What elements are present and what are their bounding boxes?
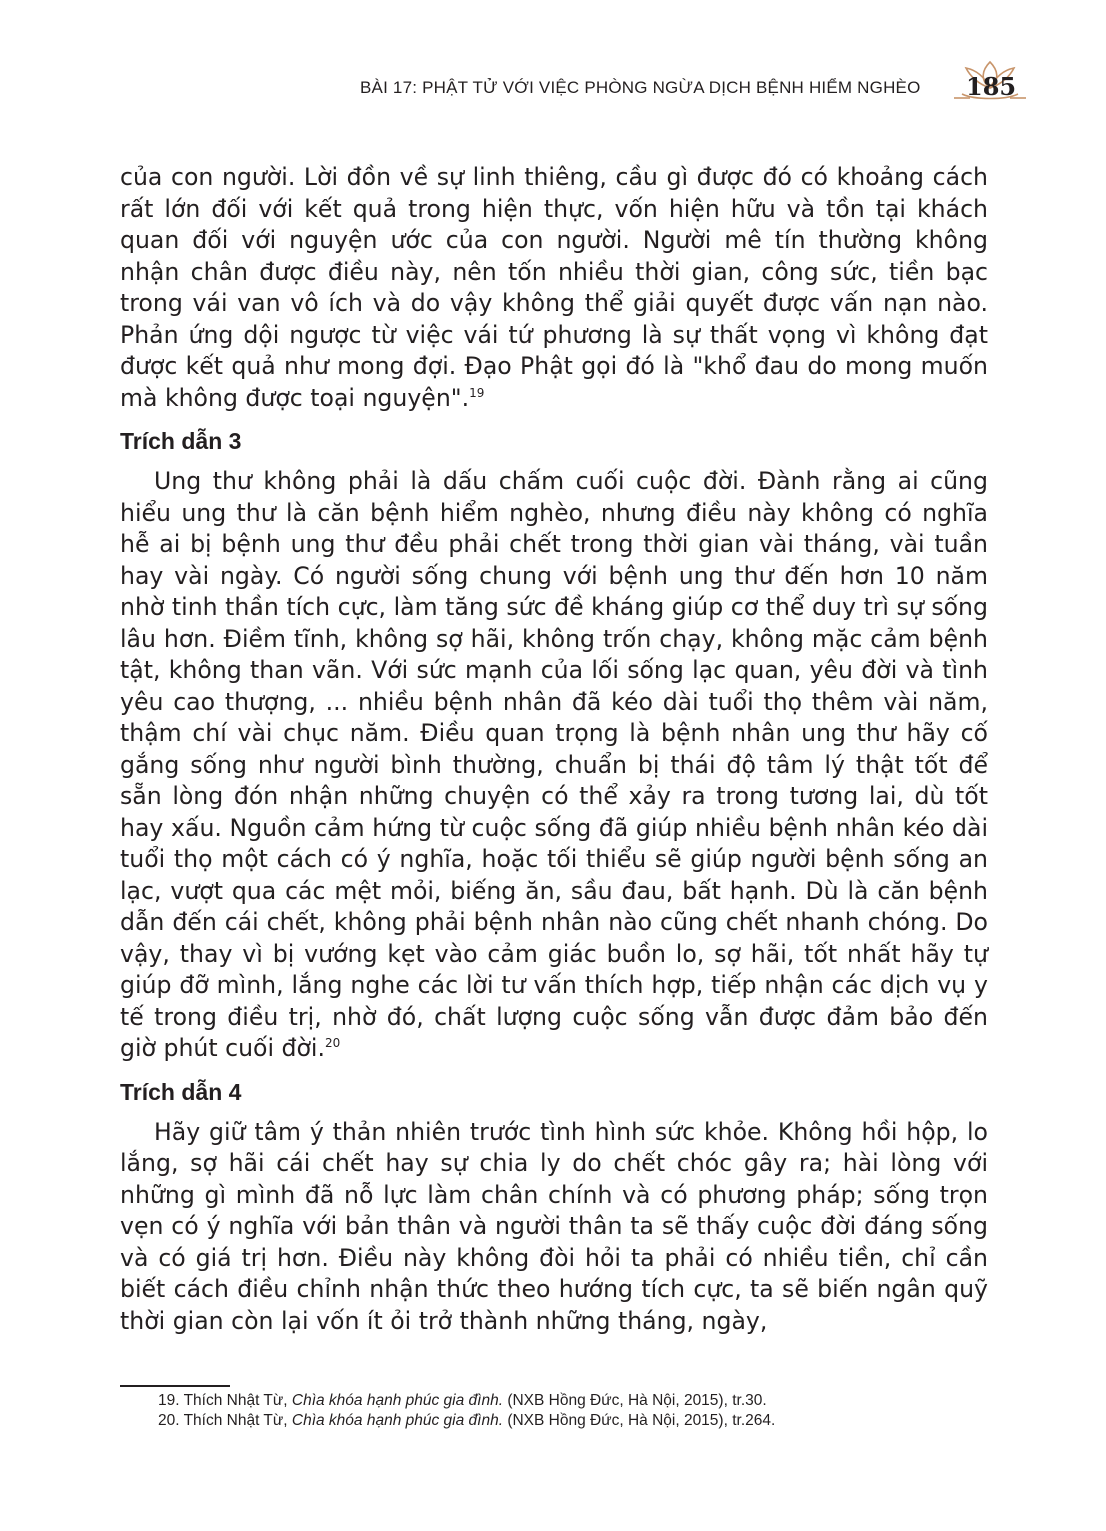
section-heading-3: Trích dẫn 3 [120,428,242,454]
footnote-item: 19. Thích Nhật Từ, Chìa khóa hạnh phúc gia đình. (NXB Hồng Đức, Hà Nội, 2015), tr.30. [158,1392,767,1409]
page-number: 185 [966,72,1017,101]
quote-4-paragraph: Hãy giữ tâm ý thản nhiên trước tình hình sức khỏe. Không hồi hộp, lo lắng, sợ hãi cái chết hay sự chia ly do chết chóc gây ra; hài lòng với những gì mình đã nỗ lực làm chân chính và có phương pháp; sống trọn vẹn có ý nghĩa với bản thân và người thân ta sẽ thấy cuộc đời đáng sống và có giá trị hơn. Điều này không đòi hỏi ta phải có nhiều tiền, chỉ cần biết cách điều chỉnh nhận thức theo hướng tích cực, ta sẽ biến ngân quỹ thời gian còn lại vốn ít ỏi trở thành những tháng, ngày, [120,1117,988,1335]
intro-paragraph: của con người. Lời đồn về sự linh thiêng, cầu gì được đó có khoảng cách rất lớn đối với kết quả trong hiện thực, vốn hiện hữu và tồn tại khách quan đối với nguyện ước của con người. Người mê tín thường không nhận chân được điều này, nên tốn nhiều thời gian, công sức, tiền bạc trong vái van vô ích và do vậy không thể giải quyết được vấn nạn nào. Phản ứng dội ngược từ việc vái tứ phương là sự thất vọng vì không đạt được kết quả như mong đợi. Đạo Phật gọi đó là "khổ đau do mong muốn mà không được toại nguyện".$^{19}$ [120,163,988,412]
footnotes [120,1385,988,1431]
footnote-item: 20. Thích Nhật Từ, Chìa khóa hạnh phúc gia đình. (NXB Hồng Đức, Hà Nội, 2015), tr.264. [158,1412,776,1429]
quote-3-paragraph: Ung thư không phải là dấu chấm cuối cuộc đời. Đành rằng ai cũng hiểu ung thư là căn bệnh hiểm nghèo, nhưng điều này không có nghĩa hễ ai bị bệnh ung thư đều phải chết trong thời gian vài tháng, vài tuần hay vài ngày. Có người sống chung với bệnh ung thư đến hơn 10 năm nhờ tinh thần tích cực, làm tăng sức đề kháng giúp cơ thể duy trì sự sống lâu hơn. Điềm tĩnh, không sợ hãi, không trốn chạy, không mặc cảm bệnh tật, không than vãn. Với sức mạnh của lối sống lạc quan, yêu đời và tình yêu cao thượng, ... nhiều bệnh nhân đã kéo dài tuổi thọ thêm vài năm, thậm chí vài chục năm. Điều quan trọng là bệnh nhân ung thư hãy cố gắng sống như người bình thường, chuẩn bị thái độ tâm lý thật tốt để sẵn lòng đón nhận những chuyện có thể xảy ra trong tương lai, dù tốt hay xấu. Nguồn cảm hứng từ cuộc sống đã giúp nhiều bệnh nhân kéo dài tuổi thọ một cách có ý nghĩa, hoặc tối thiểu sẽ giúp người bệnh sống an lạc, vượt qua các mệt mỏi, biếng ăn, sầu đau, bất hạnh. Dù là căn bệnh dẫn đến cái chết, không phải bệnh nhân nào cũng chết nhanh chóng. Do vậy, thay vì bị vướng kẹt vào cảm giác buồn lo, sợ hãi, tốt nhất hãy tự giúp đỡ mình, lắng nghe các lời tư vấn thích hợp, tiếp nhận các dịch vụ y tế trong điều trị, nhờ đó, chất lượng cuộc sống vẫn được đảm bảo đến giờ phút cuối đời.$^{20}$ [120,467,988,1062]
chapter-title: BÀI 17: PHẬT TỬ VỚI VIỆC PHÒNG NGỪA DỊCH BỆNH HIỂM NGHÈO [360,78,921,97]
footnote-ref[interactable]: 19 [469,385,485,400]
running-header [360,72,1040,116]
footnote-divider [120,1385,230,1387]
footnote-ref[interactable]: 20 [324,1036,341,1051]
section-heading-4: Trích dẫn 4 [120,1078,242,1105]
main-content [120,162,988,1337]
